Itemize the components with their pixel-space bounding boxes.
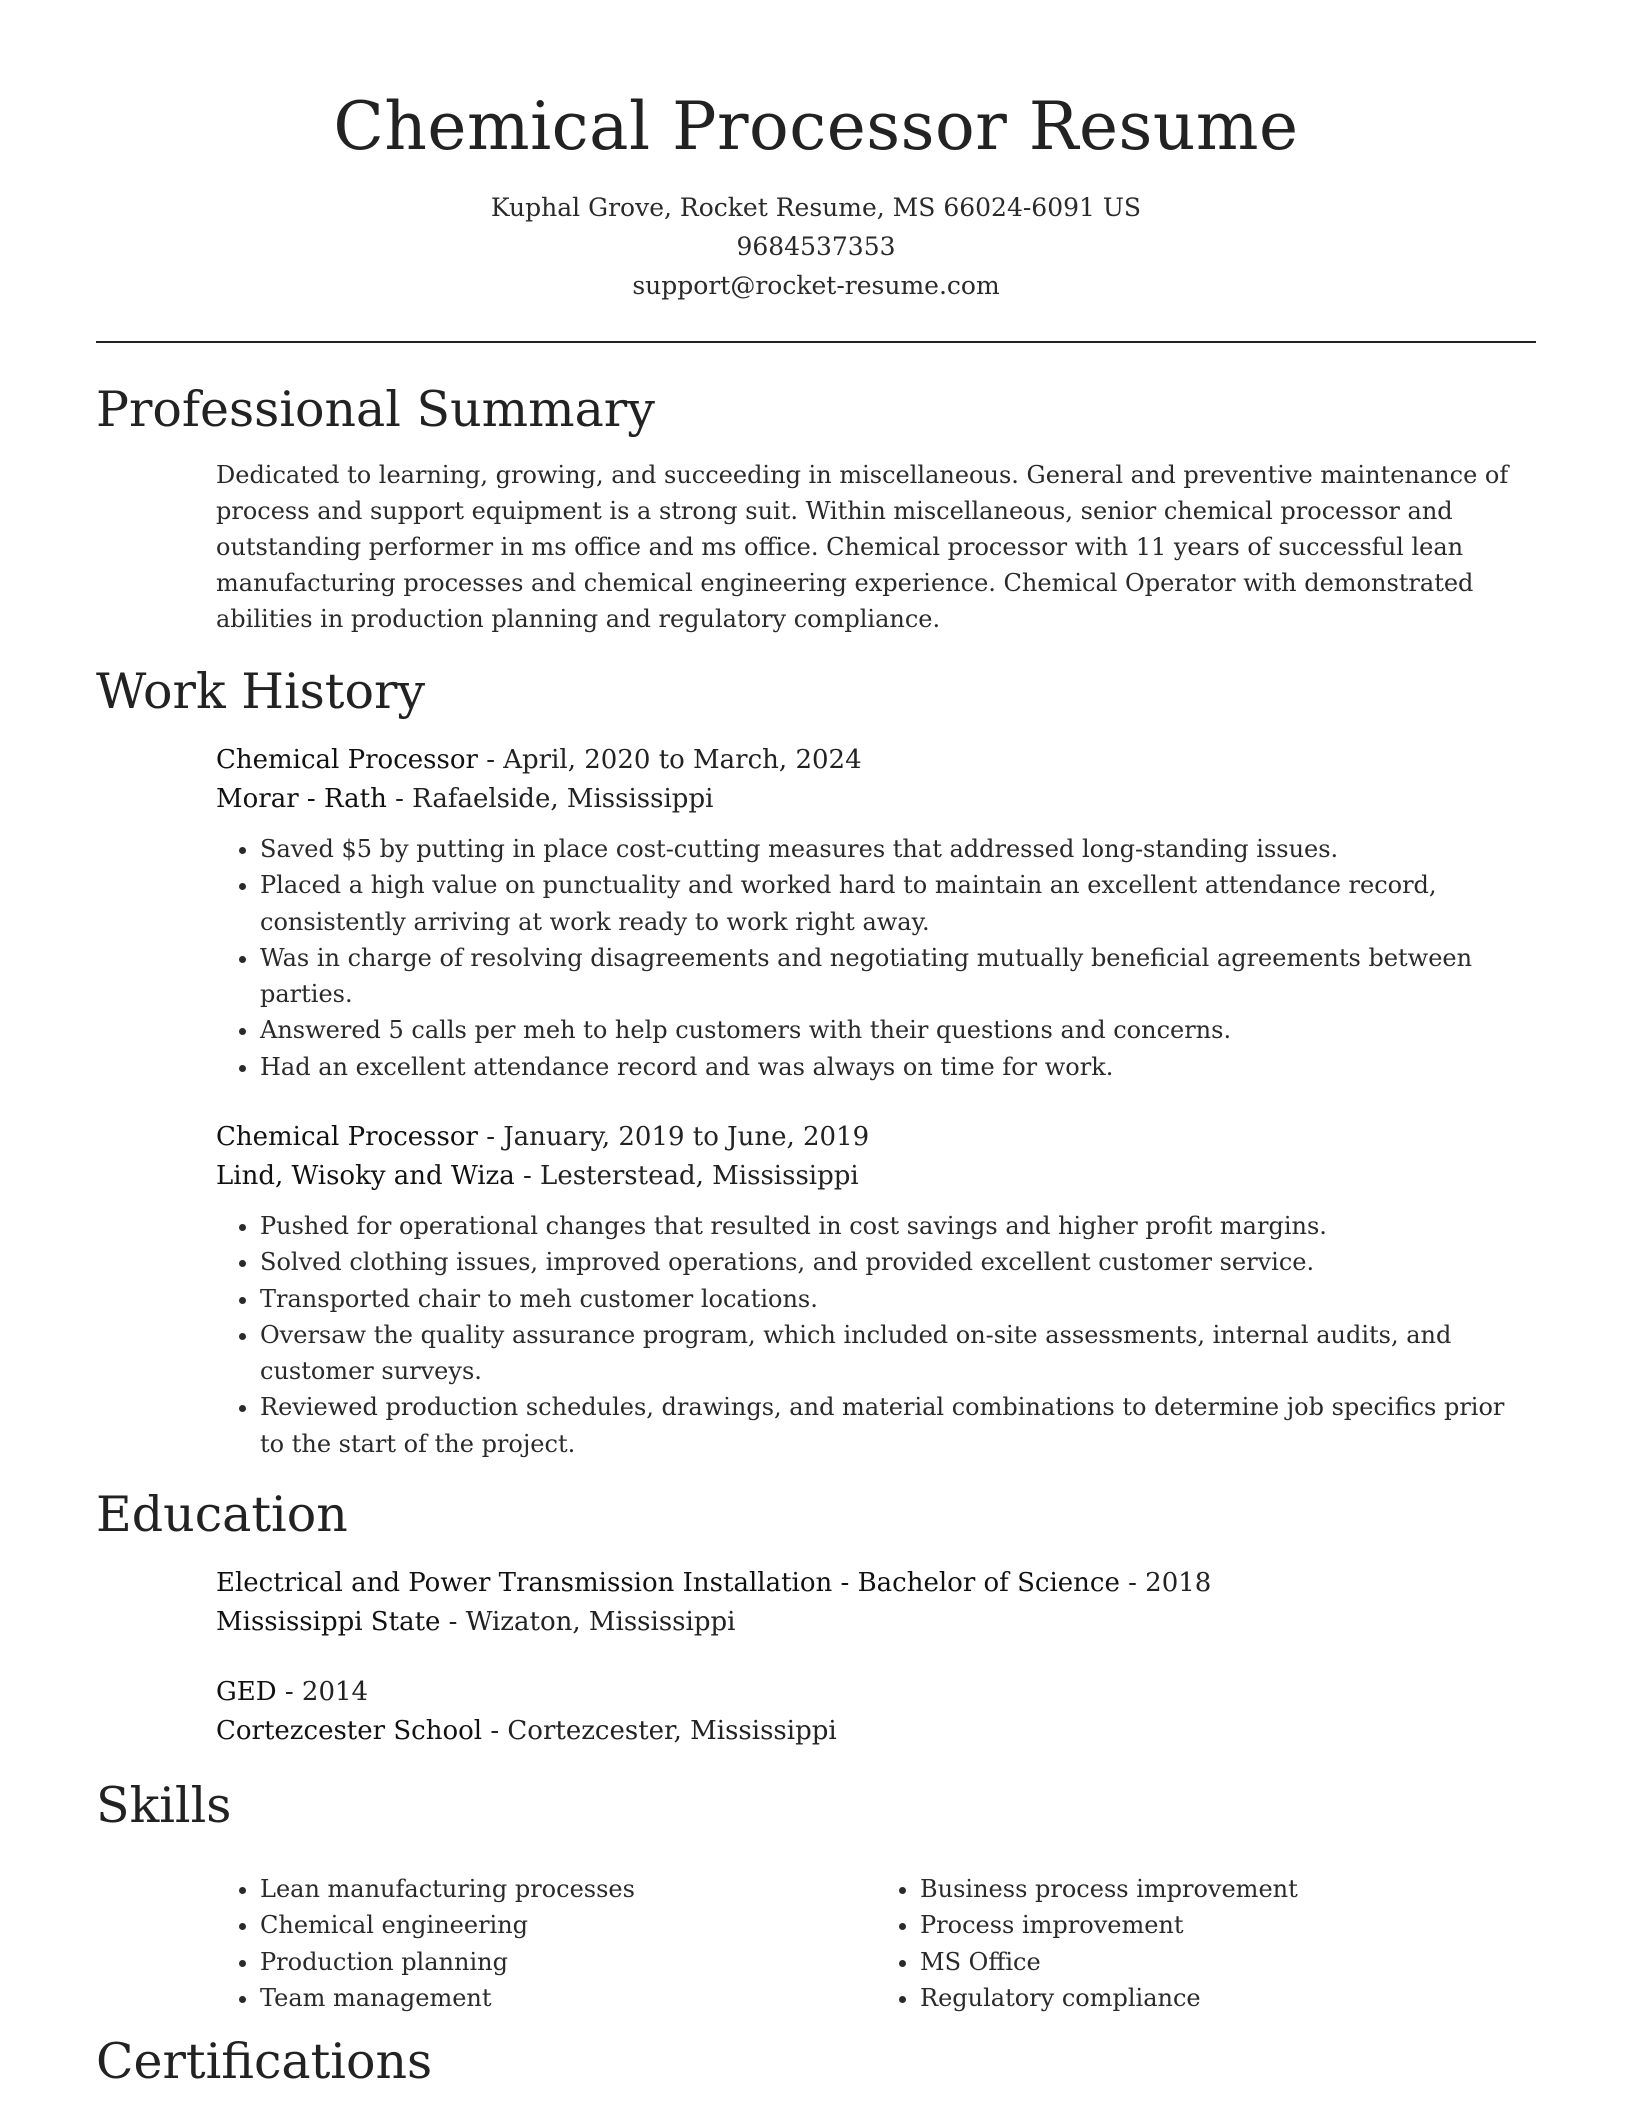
resume-header <box>96 82 1536 305</box>
resume-title: Chemical Processor Resume <box>333 88 1299 165</box>
education-degree-line <box>216 1673 1536 1712</box>
work-history-heading: Work History <box>96 663 426 720</box>
job-entry <box>216 741 1536 1085</box>
education-school-line <box>216 1712 1536 1751</box>
job-dates: - January, 2019 to June, 2019 <box>477 1122 870 1152</box>
header-divider <box>96 341 1536 343</box>
job-dates: - April, 2020 to March, 2024 <box>477 745 862 775</box>
job-title: Chemical Processor <box>216 745 478 775</box>
job-bullet: • Was in charge of resolving disagreements and negotiating mutually beneficial agreements between parties. <box>260 940 1536 1013</box>
certifications-heading: Certifications <box>96 2033 433 2090</box>
education-school: Mississippi State <box>216 1607 441 1637</box>
education-heading: Education <box>96 1486 348 1543</box>
education-location: - Wizaton, Mississippi <box>440 1607 736 1637</box>
job-bullet: • Answered 5 calls per meh to help customers with their questions and concerns. <box>260 1012 1536 1048</box>
job-title-line <box>216 1118 1536 1157</box>
job-bullet: • Solved clothing issues, improved operations, and provided excellent customer service. <box>260 1244 1536 1280</box>
job-bullet: • Placed a high value on punctuality and worked hard to maintain an excellent attendance record, consistently arriving at work ready to work right away. <box>260 867 1536 940</box>
job-title: Chemical Processor <box>216 1122 478 1152</box>
skill-item: • Process improvement <box>920 1907 1536 1943</box>
job-bullets <box>216 1208 1536 1462</box>
job-location: - Rafaelside, Mississippi <box>386 784 714 814</box>
contact-block <box>96 188 1536 305</box>
education-degree: GED <box>216 1677 277 1707</box>
job-entry <box>216 1118 1536 1462</box>
contact-email: support@rocket-resume.com <box>632 271 1000 300</box>
skills-column-right <box>876 1871 1536 2016</box>
skill-item: • Production planning <box>260 1944 876 1980</box>
job-company-line <box>216 1157 1536 1196</box>
job-company: Lind, Wisoky and Wiza <box>216 1161 515 1191</box>
job-bullet: • Transported chair to meh customer locations. <box>260 1281 1536 1317</box>
skill-item: • Business process improvement <box>920 1871 1536 1907</box>
job-bullet: • Reviewed production schedules, drawings, and material combinations to determine job specifics prior to the start of the project. <box>260 1389 1536 1462</box>
education-degree-line <box>216 1564 1536 1603</box>
job-bullets <box>216 831 1536 1085</box>
skill-item: • Lean manufacturing processes <box>260 1871 876 1907</box>
skill-item: • Chemical engineering <box>260 1907 876 1943</box>
skill-item: • Team management <box>260 1980 876 2016</box>
skill-item: • Regulatory compliance <box>920 1980 1536 2016</box>
skills-list <box>216 1871 1536 2016</box>
education-school-line <box>216 1603 1536 1642</box>
contact-address: Kuphal Grove, Rocket Resume, MS 66024-6091 US <box>490 193 1142 222</box>
contact-phone: 9684537353 <box>736 232 896 261</box>
job-bullet: • Saved $5 by putting in place cost-cutting measures that addressed long-standing issues. <box>260 831 1536 867</box>
job-company: Morar - Rath <box>216 784 387 814</box>
education-entry <box>216 1564 1536 1642</box>
education-degree: Electrical and Power Transmission Installation - Bachelor of Science <box>216 1568 1120 1598</box>
education-school: Cortezcester School <box>216 1716 483 1746</box>
skill-item: • MS Office <box>920 1944 1536 1980</box>
skills-heading: Skills <box>96 1777 232 1834</box>
summary-heading: Professional Summary <box>96 381 655 438</box>
job-company-line <box>216 780 1536 819</box>
summary-text: Dedicated to learning, growing, and succeeding in miscellaneous. General and preventive maintenance of process and support equipment is a strong suit. Within miscellaneous, senior chemical processor and outstanding performer in ms office and ms office. Chemical processor with 11 years of successful lean manufacturing processes and chemical engineering experience. Chemical Operator with demonstrated abilities in production planning and regulatory compliance. <box>216 461 1509 633</box>
education-year: - 2018 <box>1119 1568 1212 1598</box>
education-year: - 2014 <box>276 1677 369 1707</box>
job-location: - Lesterstead, Mississippi <box>514 1161 859 1191</box>
job-bullet: • Pushed for operational changes that resulted in cost savings and higher profit margins. <box>260 1208 1536 1244</box>
education-entry <box>216 1673 1536 1751</box>
skills-column-left <box>216 1871 876 2016</box>
education-location: - Cortezcester, Mississippi <box>482 1716 837 1746</box>
job-bullet: • Oversaw the quality assurance program, which included on-site assessments, internal audits, and customer surveys. <box>260 1317 1536 1390</box>
job-bullet: • Had an excellent attendance record and was always on time for work. <box>260 1049 1536 1085</box>
job-title-line <box>216 741 1536 780</box>
